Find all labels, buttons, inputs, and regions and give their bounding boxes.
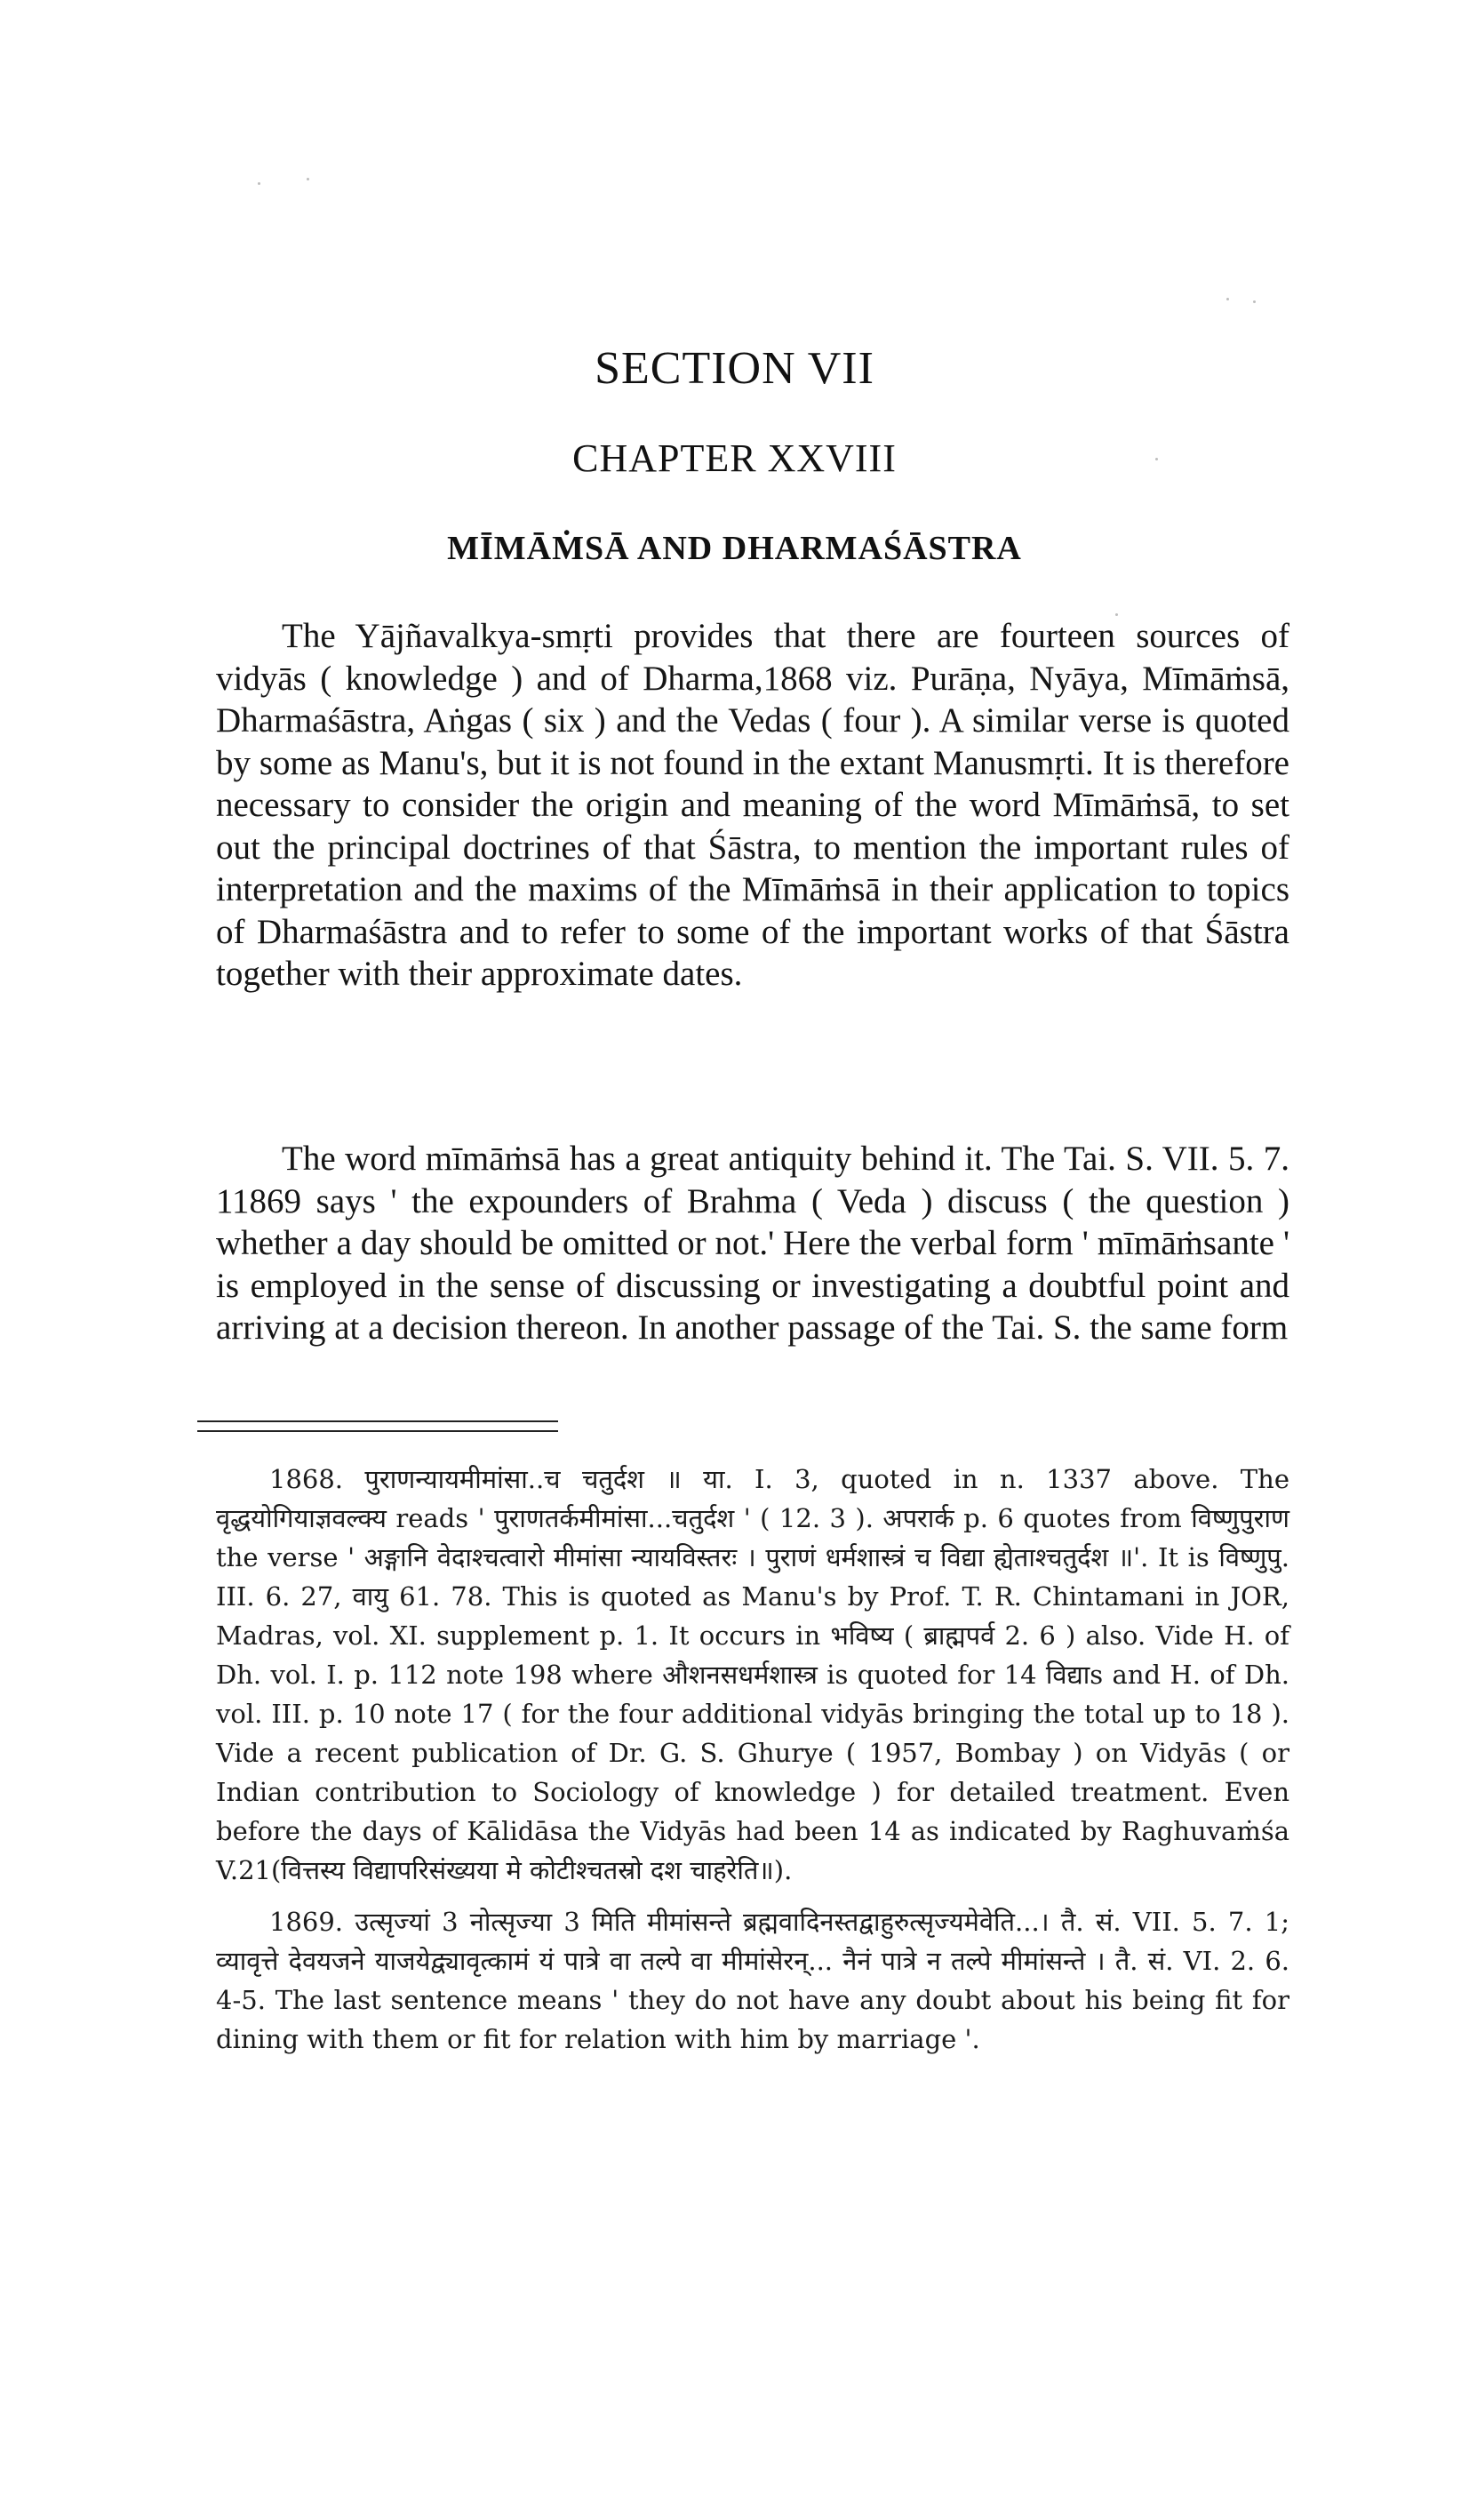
- body-paragraph: [216, 1138, 1289, 1349]
- chapter-title: MĪMĀṀSĀ AND DHARMAŚĀSTRA: [447, 530, 1022, 567]
- footnotes: [216, 1460, 1289, 2059]
- paragraph-2: The word mīmāṁsā has a great antiquity behind it. The Tai. S. VII. 5. 7. 11869 says ' the expounders of Brahma ( Veda ) discuss ( the question ) whether a day should be omitted or not.' Here the verbal form ' mīmāṁsante ' is employed in the sense of discussing or investigating a doubtful point and arriving at a decision thereon. In another passage of the Tai. S. the same form: [216, 1140, 1289, 1347]
- footnote-1868: 1868. पुराणन्यायमीमांसा..च चतुर्दश ॥ या. I. 3, quoted in n. 1337 above. The वृद्धयोगियाज्ञवल्क्य reads ' पुराणतर्कमीमांसा...चतुर्दश ' ( 12. 3 ). अपरार्क p. 6 quotes from विष्णुपुराण the verse ' अङ्गानि वेदाश्चत्वारो मीमांसा न्यायविस्तरः । पुराणं धर्मशास्त्रं च विद्या ह्येताश्चतुर्दश ॥'. It is विष्णुपु. III. 6. 27, वायु 61. 78. This is quoted as Manu's by Prof. T. R. Chintamani in JOR, Madras, vol. XI. supplement p. 1. It occurs in भविष्य ( ब्राह्मपर्व 2. 6 ) also. Vide H. of Dh. vol. I. p. 112 note 198 where औशनसधर्मशास्त्र is quoted for 14 विद्याs and H. of Dh. vol. III. p. 10 note 17 ( for the four additional vidyās bringing the total up to 18 ). Vide a recent publication of Dr. G. S. Ghurye ( 1957, Bombay ) on Vidyās ( or Indian contribution to Sociology of knowledge ) for detailed treatment. Even before the days of Kālidāsa the Vidyās had been 14 as indicated by Raghuvaṁśa V.21(वित्तस्य विद्यापरिसंख्यया मे कोटीश्चतस्रो दश चाहरेति॥).: [216, 1464, 1289, 1885]
- footnote-divider: [197, 1430, 558, 1432]
- chapter-heading: CHAPTER XXVIII: [572, 436, 897, 480]
- footnote-divider: [197, 1420, 558, 1422]
- scan-speck: [307, 178, 309, 180]
- body-paragraph: [216, 615, 1289, 996]
- scan-speck: [1253, 300, 1256, 303]
- section-heading: SECTION VII: [595, 343, 874, 394]
- footnote-1869: 1869. उत्सृज्यां 3 नोत्सृज्या 3 मिति मीमांसन्ते ब्रह्मवादिनस्तद्वाहुरुत्सृज्यमेवेति...। तै. सं. VII. 5. 7. 1; व्यावृत्ते देवयजने याजयेद्व्यावृत्कामं यं पात्रे वा तल्पे वा मीमांसेरन्... नैनं पात्रे न तल्पे मीमांसन्ते । तै. सं. VI. 2. 6. 4-5. The last sentence means ' they do not have any doubt about his being fit for dining with them or fit for relation with him by marriage '.: [216, 1907, 1289, 2054]
- paragraph-1: The Yājñavalkya-smṛti provides that there are fourteen sources of vidyās ( knowledge ) and of Dharma,1868 viz. Purāṇa, Nyāya, Mīmāṁsā, Dharmaśāstra, Aṅgas ( six ) and the Vedas ( four ). A similar verse is quoted by some as Manu's, but it is not found in the extant Manusmṛti. It is therefore necessary to consider the origin and meaning of the word Mīmāṁsā, to set out the principal doctrines of that Śāstra, to mention the important rules of interpretation and the maxims of the Mīmāṁsā in their application to topics of Dharmaśāstra and to refer to some of the important works of that Śāstra together with their approximate dates.: [216, 617, 1289, 993]
- scan-speck: [1226, 298, 1229, 300]
- scan-speck: [258, 182, 260, 185]
